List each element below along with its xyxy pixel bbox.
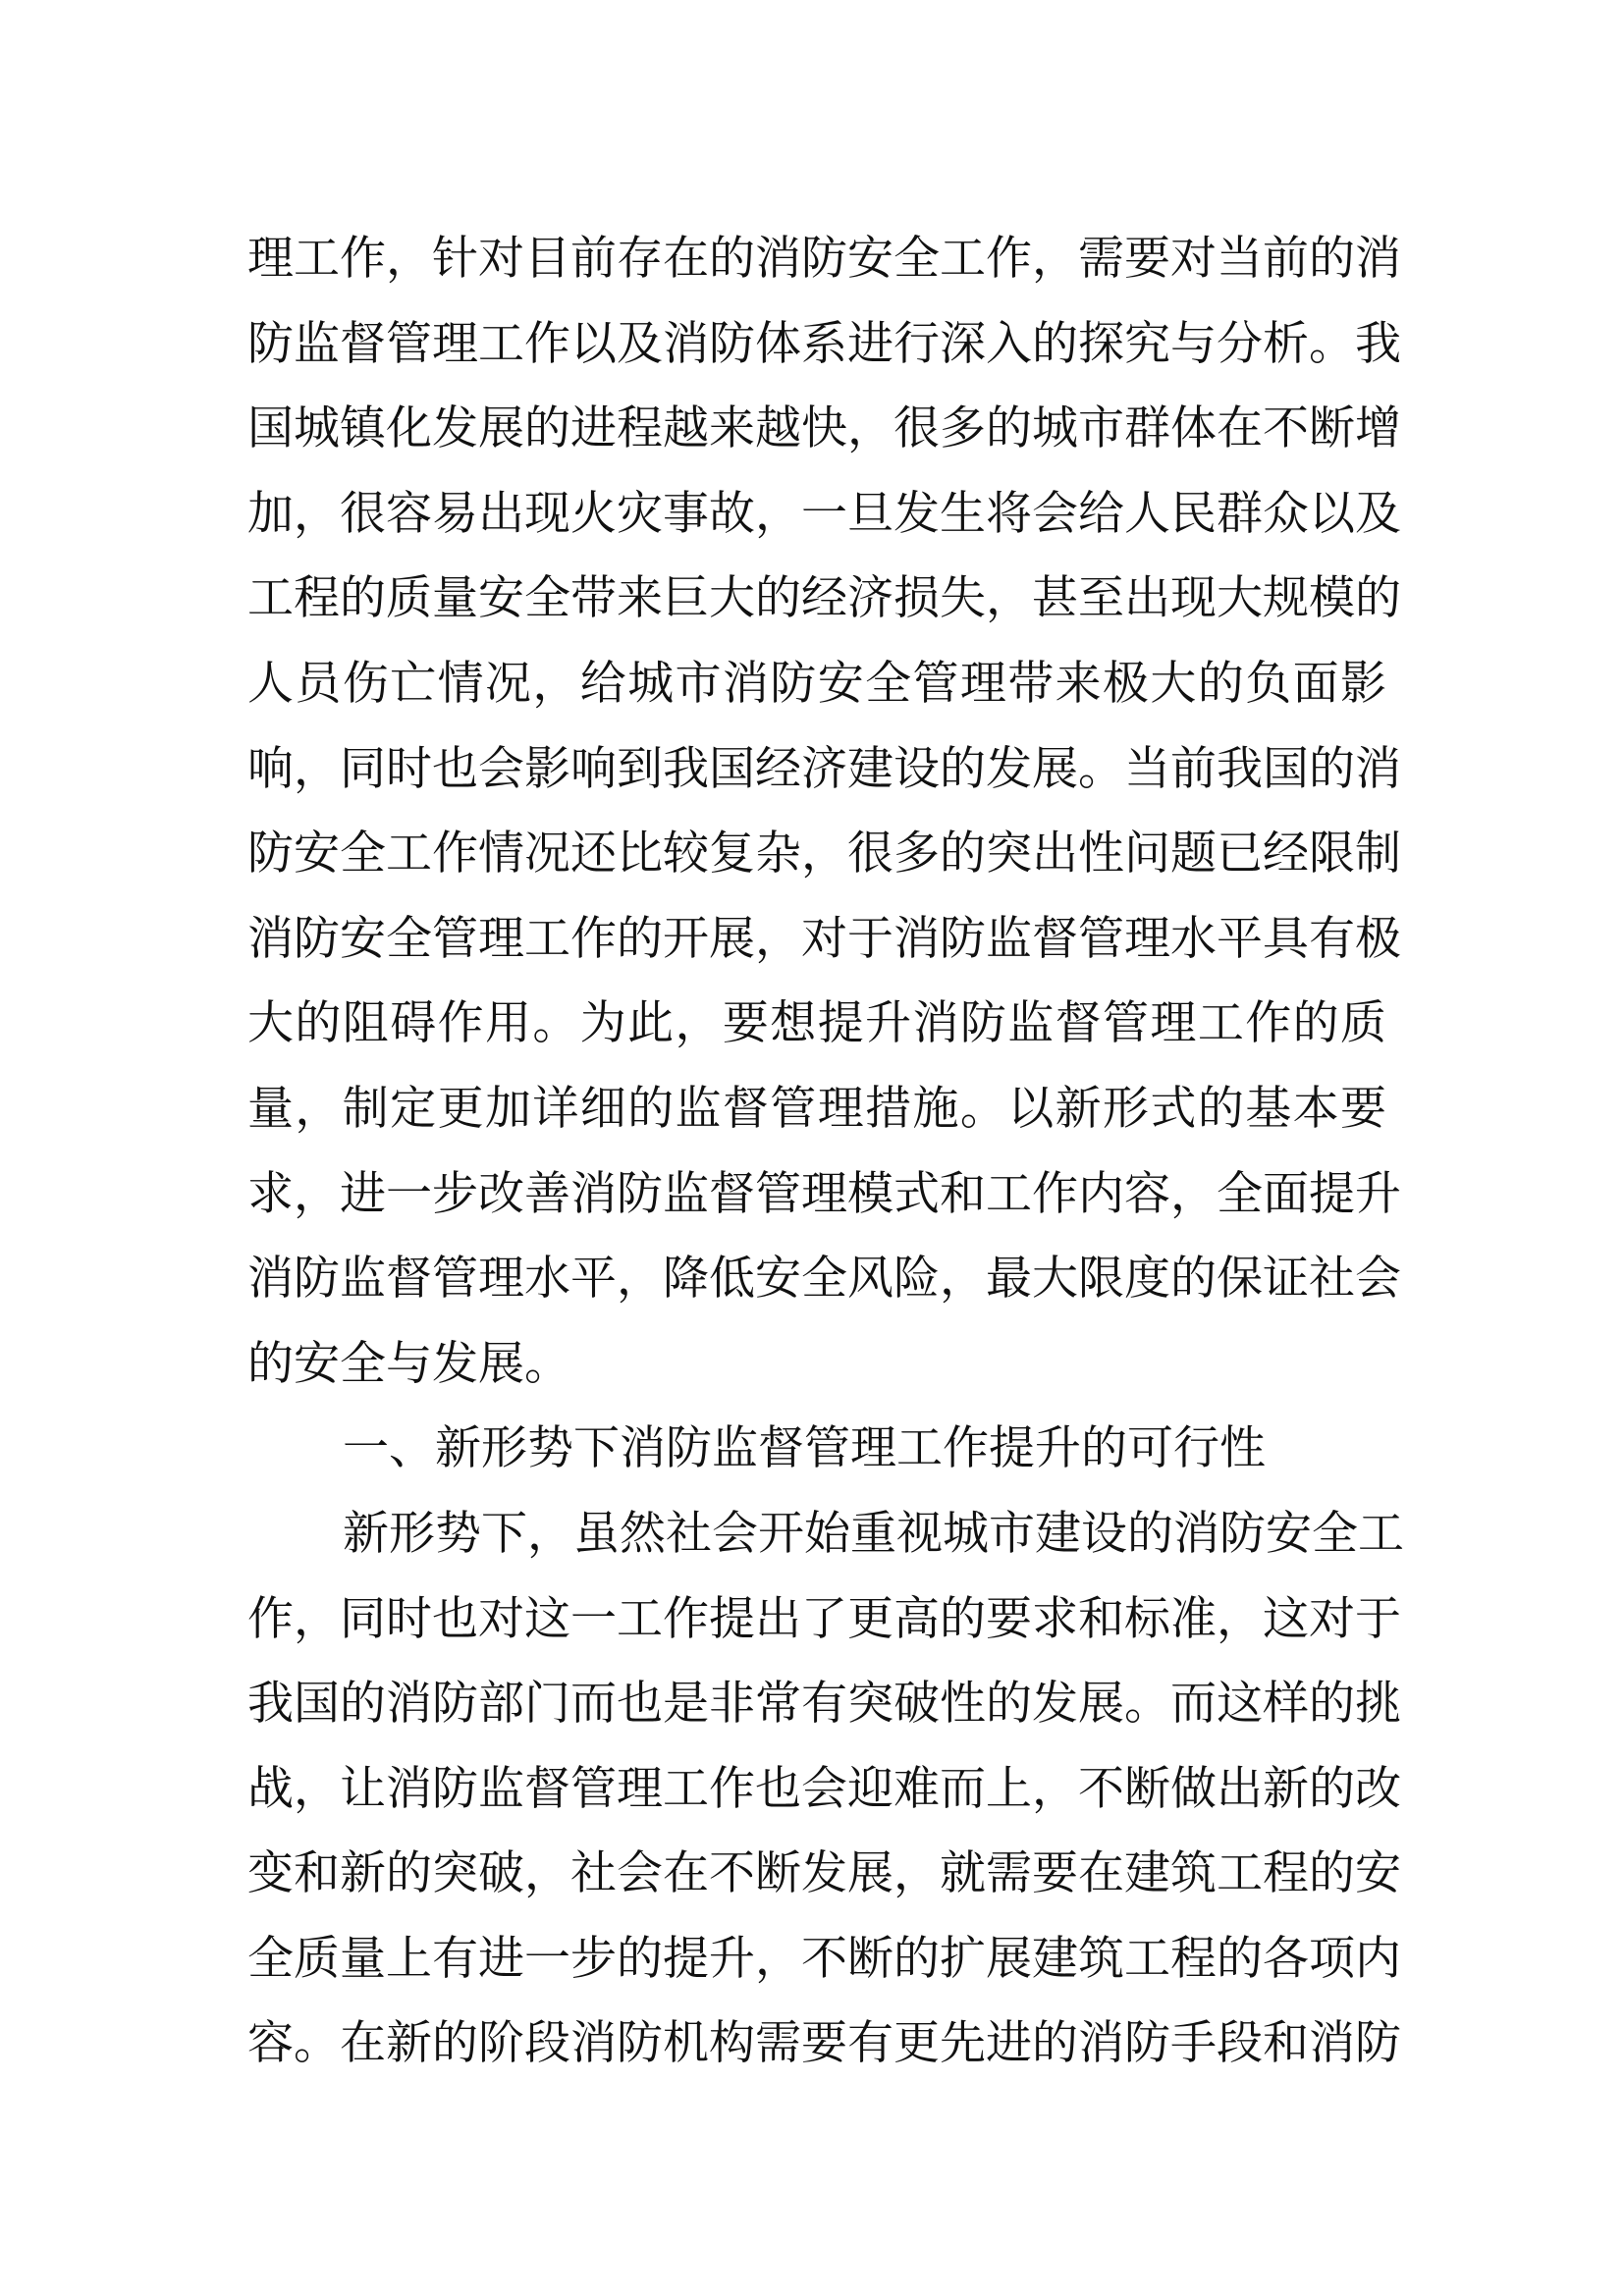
text-line: 防安全工作情况还比较复杂，很多的突出性问题已经限制 [247, 827, 1401, 881]
text-line: 消防监督管理水平，降低安全风险，最大限度的保证社会 [247, 1252, 1401, 1307]
text-line: 消防安全管理工作的开展，对于消防监督管理水平具有极 [247, 911, 1401, 966]
document-page [247, 217, 1404, 2087]
paragraph-intro [247, 217, 1401, 1407]
text-line: 全质量上有进一步的提升，不断的扩展建筑工程的各项内 [247, 1931, 1401, 1986]
text-line: 求，进一步改善消防监督管理模式和工作内容，全面提升 [247, 1166, 1401, 1221]
text-line: 防监督管理工作以及消防体系进行深入的探究与分析。我 [247, 316, 1401, 371]
section-heading [247, 1407, 1386, 1492]
text-line: 我国的消防部门而也是非常有突破性的发展。而这样的挑 [247, 1677, 1401, 1732]
text-line: 量，制定更加详细的监督管理措施。以新形式的基本要 [247, 1081, 1386, 1136]
text-line: 人员伤亡情况，给城市消防安全管理带来极大的负面影 [247, 656, 1386, 711]
text-line: 工程的质量安全带来巨大的经济损失，甚至出现大规模的 [247, 571, 1401, 626]
text-line: 变和新的突破，社会在不断发展，就需要在建筑工程的安 [247, 1846, 1401, 1901]
text-line: 的安全与发展。 [247, 1336, 570, 1391]
text-line: 响，同时也会影响到我国经济建设的发展。当前我国的消 [247, 741, 1401, 796]
text-line: 容。在新的阶段消防机构需要有更先进的消防手段和消防 [247, 2016, 1401, 2071]
text-line: 加，很容易出现火灾事故，一旦发生将会给人民群众以及 [247, 486, 1401, 541]
text-line: 作，同时也对这一工作提出了更高的要求和标准，这对于 [247, 1591, 1401, 1646]
heading-line: 一、新形势下消防监督管理工作提升的可行性 [343, 1421, 1266, 1476]
text-line: 战，让消防监督管理工作也会迎难而上，不断做出新的改 [247, 1761, 1401, 1816]
text-line: 大的阻碍作用。为此，要想提升消防监督管理工作的质 [247, 996, 1386, 1051]
paragraph-feasibility [247, 1492, 1404, 2087]
text-line: 国城镇化发展的进程越来越快，很多的城市群体在不断增 [247, 401, 1401, 456]
text-line: 新形势下，虽然社会开始重视城市建设的消防安全工 [343, 1506, 1404, 1561]
text-line: 理工作，针对目前存在的消防安全工作，需要对当前的消 [247, 232, 1401, 286]
